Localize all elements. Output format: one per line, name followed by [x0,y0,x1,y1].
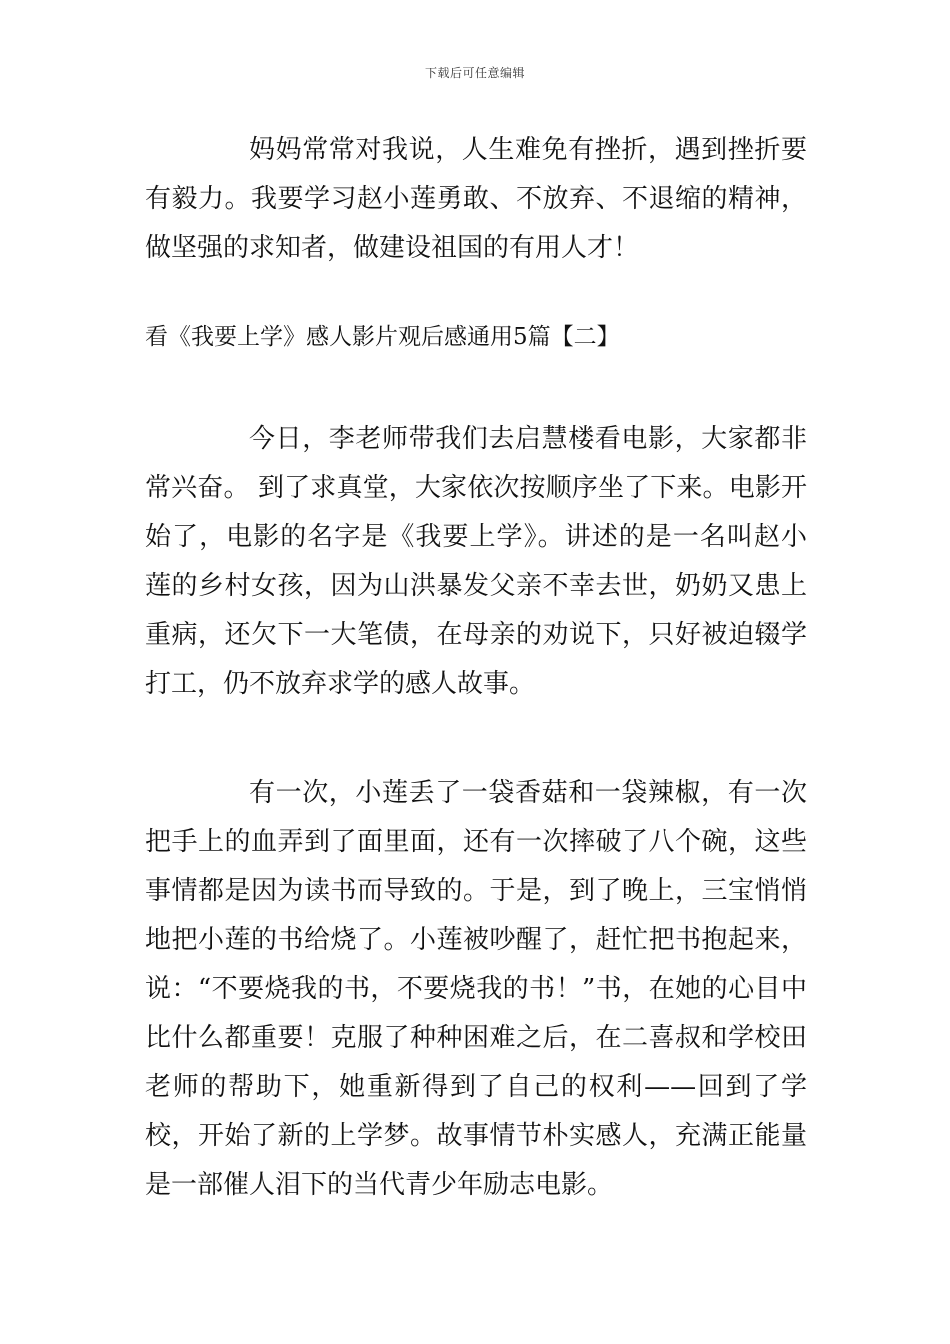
paragraph-conclusion: 妈妈常常对我说，人生难免有挫折，遇到挫折要有毅力。我要学习赵小莲勇敢、不放弃、不退缩的精神，做坚强的求知者，做建设祖国的有用人才！ [145,135,807,263]
page-header: 下载后可任意编辑 [424,66,525,80]
paragraph-intro: 今日，李老师带我们去启慧楼看电影，大家都非常兴奋。 到了求真堂，大家依次按顺序坐了下来。电影开始了，电影的名字是《我要上学》。讲述的是一名叫赵小莲的乡村女孩，因为山洪暴发父亲不幸去世，奶奶又患上重病，还欠下一大笔债，在母亲的劝说下，只好被迫辍学打工，仍不放弃求学的感人故事。 [145,424,807,699]
document-body [145,126,807,1210]
paragraph-story: 有一次，小莲丢了一袋香菇和一袋辣椒，有一次把手上的血弄到了面里面，还有一次摔破了八个碗，这些事情都是因为读书而导致的。于是，到了晚上，三宝悄悄地把小莲的书给烧了。小莲被吵醒了，赶忙把书抱起来，说：“不要烧我的书，不要烧我的书！”书，在她的心目中比什么都重要！克服了种种困难之后，在二喜叔和学校田老师的帮助下，她重新得到了自己的权利——回到了学校，开始了新的上学梦。故事情节朴实感人，充满正能量是一部催人泪下的当代青少年励志电影。 [145,778,807,1200]
section-heading: 看《我要上学》感人影片观后感通用5篇【二】 [145,324,620,350]
